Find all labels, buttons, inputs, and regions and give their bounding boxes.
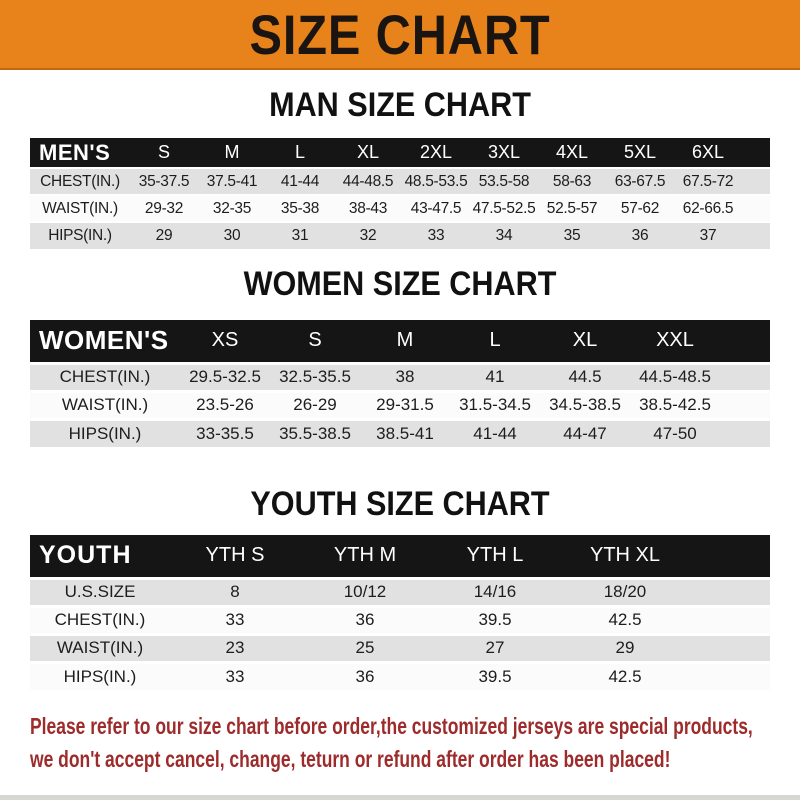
table-row <box>30 578 770 606</box>
cell: 8 <box>230 582 240 601</box>
column-header: 5XL <box>606 138 674 168</box>
cell: 32 <box>359 227 377 244</box>
cell: 23 <box>225 638 245 657</box>
men-heading: MAN SIZE CHART <box>269 86 531 124</box>
youth-body <box>30 578 770 690</box>
column-header: XL <box>334 138 402 168</box>
cell: 26-29 <box>293 395 337 414</box>
women-body <box>30 363 770 447</box>
cell: 41-44 <box>473 423 517 443</box>
row-label: HIPS(IN.) <box>68 423 142 443</box>
table-row <box>30 363 770 391</box>
women-size-table <box>30 320 770 447</box>
header-row <box>30 535 770 578</box>
cell: 32.5-35.5 <box>279 367 351 386</box>
cell: 52.5-57 <box>546 199 598 217</box>
banner-title: SIZE CHART <box>249 2 551 66</box>
cell: 34.5-38.5 <box>549 395 621 414</box>
cell: 29.5-32.5 <box>189 367 261 386</box>
row-filler <box>690 578 770 606</box>
column-header: YTH L <box>430 535 560 578</box>
cell: 44.5 <box>568 367 602 386</box>
cell: 10/12 <box>343 582 387 601</box>
cell: 33 <box>225 666 245 686</box>
cell: 42.5 <box>608 610 642 629</box>
cell: 35-37.5 <box>138 172 190 190</box>
cell: 31 <box>291 227 309 244</box>
section-youth <box>0 485 800 690</box>
cell: 43-47.5 <box>410 199 462 217</box>
table-row <box>30 222 770 249</box>
youth-header <box>30 535 770 578</box>
cell: 30 <box>223 227 241 244</box>
cell: 37.5-41 <box>206 172 258 190</box>
column-header: XXL <box>630 320 720 363</box>
header-row <box>30 320 770 363</box>
cell: 63-67.5 <box>614 172 666 190</box>
cell: 38-43 <box>348 199 388 217</box>
cell: 29-32 <box>144 199 184 217</box>
cell: 35 <box>563 227 581 244</box>
cell: 48.5-53.5 <box>404 172 468 190</box>
cell: 31.5-34.5 <box>459 395 531 414</box>
cell: 29-31.5 <box>376 395 434 414</box>
table-row <box>30 391 770 419</box>
cell: 57-62 <box>620 199 660 217</box>
row-label: U.S.SIZE <box>64 582 136 601</box>
cell: 14/16 <box>473 582 517 601</box>
men-header <box>30 138 770 168</box>
cell: 58-63 <box>552 172 592 190</box>
cell: 33 <box>427 227 445 244</box>
row-filler <box>742 195 770 222</box>
youth-size-table <box>30 535 770 690</box>
cell: 32-35 <box>212 199 252 217</box>
header-filler <box>690 535 770 578</box>
row-filler <box>690 606 770 634</box>
women-heading: WOMEN SIZE CHART <box>243 265 557 303</box>
row-label: WAIST(IN.) <box>61 395 149 414</box>
table-row <box>30 195 770 222</box>
row-filler <box>690 662 770 690</box>
column-header: M <box>360 320 450 363</box>
row-filler <box>690 634 770 662</box>
youth-heading: YOUTH SIZE CHART <box>250 485 550 523</box>
men-size-table <box>30 138 770 249</box>
cell: 33-35.5 <box>196 423 254 443</box>
bottom-edge-strip <box>0 795 800 800</box>
row-label: HIPS(IN.) <box>48 227 112 244</box>
cell: 38.5-41 <box>376 423 434 443</box>
cell: 23.5-26 <box>196 395 254 414</box>
row-label: WAIST(IN.) <box>56 638 144 657</box>
cell: 37 <box>699 227 717 244</box>
row-label: CHEST(IN.) <box>59 367 151 386</box>
men-corner-label: MEN'S <box>30 138 130 168</box>
row-filler <box>742 222 770 249</box>
column-header: S <box>130 138 198 168</box>
notice-line-1: Please refer to our size chart before order,the customized jerseys are special products, <box>30 713 753 739</box>
women-header <box>30 320 770 363</box>
cell: 44.5-48.5 <box>639 367 711 386</box>
table-row <box>30 419 770 447</box>
cell: 36 <box>631 227 649 244</box>
cell: 39.5 <box>478 666 512 686</box>
youth-corner-label: YOUTH <box>30 535 170 578</box>
cell: 35.5-38.5 <box>279 423 351 443</box>
table-row <box>30 168 770 195</box>
table-row <box>30 634 770 662</box>
row-filler <box>720 391 770 419</box>
row-label: CHEST(IN.) <box>54 610 146 629</box>
footer-notice <box>30 710 800 776</box>
column-header: YTH M <box>300 535 430 578</box>
cell: 44-48.5 <box>342 172 394 190</box>
column-header: 4XL <box>538 138 606 168</box>
cell: 33 <box>225 610 245 629</box>
cell: 39.5 <box>478 610 512 629</box>
column-header: XL <box>540 320 630 363</box>
charts-container <box>0 86 800 690</box>
column-header: S <box>270 320 360 363</box>
cell: 36 <box>355 666 375 686</box>
header-filler <box>720 320 770 363</box>
row-label: WAIST(IN.) <box>42 199 118 217</box>
cell: 44-47 <box>563 423 607 443</box>
section-women <box>0 265 800 447</box>
row-filler <box>720 363 770 391</box>
cell: 41-44 <box>280 172 320 190</box>
column-header: 6XL <box>674 138 742 168</box>
cell: 42.5 <box>608 666 642 686</box>
column-header: L <box>450 320 540 363</box>
table-row <box>30 662 770 690</box>
cell: 29 <box>615 638 635 657</box>
row-filler <box>742 168 770 195</box>
women-corner-label: WOMEN'S <box>30 320 180 363</box>
row-label: CHEST(IN.) <box>40 172 120 190</box>
cell: 41 <box>485 367 505 386</box>
section-men <box>0 86 800 249</box>
cell: 67.5-72 <box>682 172 734 190</box>
header-filler <box>742 138 770 168</box>
header-row <box>30 138 770 168</box>
column-header: L <box>266 138 334 168</box>
column-header: YTH S <box>170 535 300 578</box>
cell: 27 <box>485 638 505 657</box>
column-header: YTH XL <box>560 535 690 578</box>
cell: 29 <box>155 227 173 244</box>
cell: 62-66.5 <box>682 199 734 217</box>
cell: 38.5-42.5 <box>639 395 711 414</box>
cell: 47-50 <box>653 423 697 443</box>
cell: 18/20 <box>603 582 647 601</box>
cell: 47.5-52.5 <box>472 199 536 217</box>
notice-line-2: we don't accept cancel, change, teturn or refund after order has been placed! <box>30 746 671 772</box>
row-label: HIPS(IN.) <box>63 666 137 686</box>
men-body <box>30 168 770 249</box>
column-header: 3XL <box>470 138 538 168</box>
cell: 38 <box>395 367 415 386</box>
banner <box>0 0 800 70</box>
cell: 25 <box>355 638 375 657</box>
column-header: 2XL <box>402 138 470 168</box>
row-filler <box>720 419 770 447</box>
cell: 34 <box>495 227 513 244</box>
cell: 36 <box>355 610 375 629</box>
cell: 53.5-58 <box>478 172 530 190</box>
column-header: M <box>198 138 266 168</box>
cell: 35-38 <box>280 199 320 217</box>
table-row <box>30 606 770 634</box>
column-header: XS <box>180 320 270 363</box>
